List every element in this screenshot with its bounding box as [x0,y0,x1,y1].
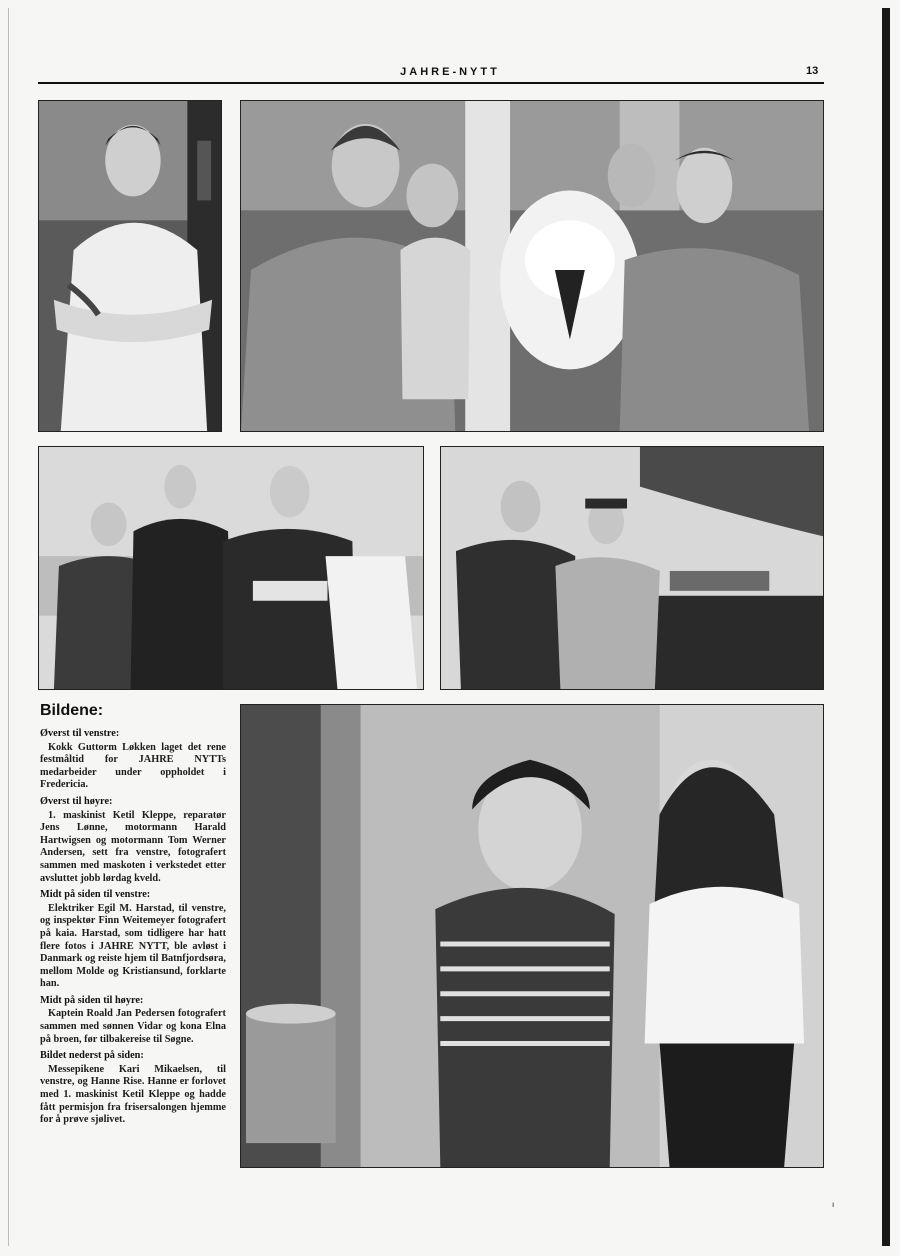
corner-mark: ı [832,1200,835,1209]
caption-label: Midt på siden til venstre: [40,889,151,901]
page-edge [8,8,9,1246]
caption-text: Kaptein Roald Jan Pedersen fotografert sammen med sønnen Vidar og kona Elna på broen, før tilbakereise til Søgne. [40,1008,226,1045]
caption-text: 1. maskinist Ketil Kleppe, reparatør Jens Lønne, motormann Harald Hartwigsen og motormann Tom Werner Andersen, sett fra venstre, fotografert sammen med maskoten i verkstedet etter avsluttet jobb lørdag kveld. [40,809,226,884]
caption-label: Midt på siden til høyre: [40,994,144,1006]
caption-text: Kokk Guttorm Løkken laget det rene festmåltid for JAHRE NYTTs medarbeider under oppholdet i Fredericia. [40,741,226,791]
header-rule [38,82,824,84]
caption-text: Elektriker Egil M. Harstad, til venstre, og inspektør Finn Weitemeyer fotografert på kaia. Harstad, som tidligere har hatt flere fotos i JAHRE NYTT, ble avløst i Danmark og reiste hjem til Batnfjordsøra, mellom Molde og Kristiansund, forklarte han. [40,902,226,990]
caption-label: Øverst til høyre: [40,795,113,807]
page-binding-edge [882,8,890,1246]
photo-quay-trio [38,446,424,690]
photo-galley-women [240,704,824,1168]
photo-cook [38,100,222,432]
page-number: 13 [806,65,819,77]
magazine-title: JAHRE-NYTT [400,66,500,78]
captions-heading: Bildene: [40,702,104,719]
caption-label: Bildet nederst på siden: [40,1050,144,1062]
captions-block [40,724,226,1127]
caption-text: Messepikene Kari Mikaelsen, til venstre, og Hanne Rise. Hanne er forlovet med 1. maskinist Ketil Kleppe og hadde fått permisjon fra frisersalongen hjemme for å prøve sjølivet. [40,1063,226,1126]
photo-dockside-pair [440,446,824,690]
photo-workshop-group [240,100,824,432]
caption-label: Øverst til venstre: [40,728,120,739]
